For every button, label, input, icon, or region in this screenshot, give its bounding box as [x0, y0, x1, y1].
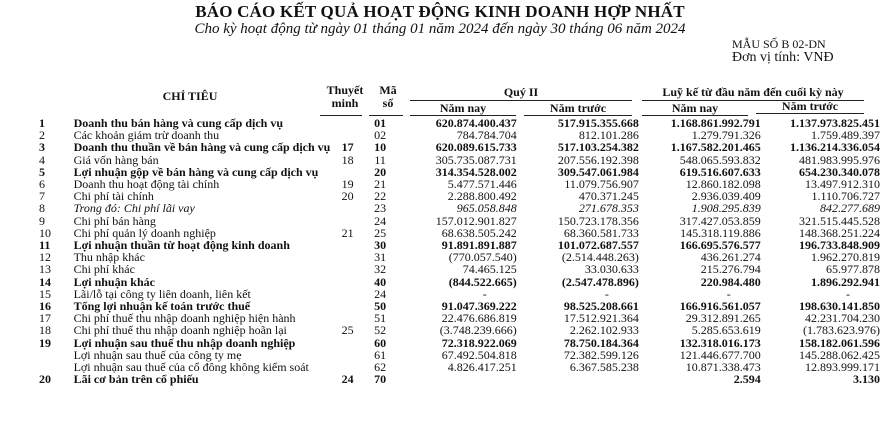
cell-ytd-prev: 198.630.141.850 — [799, 299, 880, 314]
cell-q-cur: 5.477.571.446 — [447, 177, 517, 192]
cell-q-cur: 314.354.528.002 — [435, 164, 517, 179]
cell-code: 20 — [374, 164, 387, 179]
cell-note — [330, 263, 364, 275]
note-rule — [320, 115, 362, 116]
cell-q-cur: 4.826.417.251 — [447, 360, 517, 375]
report-title: BÁO CÁO KẾT QUẢ HOẠT ĐỘNG KINH DOANH HỢP NHẤT — [195, 2, 685, 21]
cell-ytd-prev: 1.896.292.941 — [811, 274, 880, 289]
cell-q-cur: (844.522.665) — [448, 274, 517, 289]
header-note-line1: Thuyết — [326, 83, 364, 97]
cell-note: 24 — [341, 372, 354, 387]
cell-q-prev — [517, 373, 639, 385]
cell-ytd-cur: 121.446.677.700 — [679, 347, 761, 362]
cell-code: 30 — [374, 238, 387, 253]
cell-q-cur: 620.874.400.437 — [435, 116, 517, 130]
cell-ytd-cur: 548.065.593.832 — [679, 152, 761, 167]
header-ytd-this-year: Năm nay — [671, 101, 719, 115]
cell-ytd-cur: 436.261.274 — [700, 250, 761, 265]
cell-ytd-cur: 1.168.861.992.791 — [670, 116, 761, 130]
cell-code: 60 — [374, 335, 387, 350]
cell-code: 01 — [374, 116, 387, 130]
cell-name: Tổng lợi nhuận kế toán trước thuế — [73, 299, 251, 314]
cell-ytd-prev: 1.136.214.336.054 — [790, 140, 880, 155]
cell-note — [330, 349, 364, 361]
cell-name: Chi phí bán hàng — [73, 213, 156, 228]
cell-ytd-prev: 65.977.878 — [826, 262, 880, 277]
cell-q-prev: (2.514.448.263) — [561, 250, 639, 265]
cell-code: 23 — [374, 201, 387, 216]
cell-ytd-prev: (1.783.623.976) — [803, 323, 880, 338]
cell-no — [0, 361, 66, 373]
cell-note — [330, 276, 364, 288]
cell-q-prev: (2.547.478.896) — [561, 274, 639, 289]
cell-ytd-prev: 3.130 — [853, 372, 880, 387]
cell-no: 1 — [39, 116, 45, 130]
cell-name: Lãi cơ bản trên cổ phiếu — [73, 372, 199, 387]
cell-q-prev: 812.101.286 — [578, 128, 639, 143]
cell-name: Lợi nhuận gộp về bán hàng và cung cấp dịch vụ — [73, 164, 319, 179]
cell-no: 7 — [39, 189, 45, 204]
cell-ytd-prev: 12.893.999.171 — [805, 360, 880, 375]
cell-note: 25 — [341, 323, 354, 338]
cell-q-cur: 91.891.891.887 — [441, 238, 517, 253]
cell-ytd-prev: 1.962.270.819 — [811, 250, 880, 265]
cell-code: 11 — [374, 152, 386, 167]
cell-q-cur: (3.748.239.666) — [439, 323, 517, 338]
cell-ytd-prev: 1.759.489.397 — [811, 128, 880, 143]
cell-q-prev: 33.030.633 — [584, 262, 639, 277]
header-code — [372, 84, 404, 110]
cell-ytd-cur: 2.936.039.409 — [691, 189, 761, 204]
cell-ytd-cur: 2.594 — [733, 372, 761, 387]
cell-no: 19 — [39, 335, 51, 350]
cell-note — [330, 239, 364, 251]
table-row — [0, 215, 880, 227]
cell-note — [330, 117, 364, 129]
currency-unit: Đơn vị tính: VNĐ — [732, 50, 834, 65]
cell-ytd-cur: 145.318.119.886 — [680, 225, 761, 240]
cell-name: Doanh thu hoạt động tài chính — [73, 177, 220, 192]
cell-ytd-prev: - — [846, 286, 850, 301]
cell-note: 20 — [341, 189, 354, 204]
cell-code: 24 — [374, 286, 387, 301]
cell-q-cur — [396, 373, 517, 385]
cell-no: 9 — [39, 213, 45, 228]
cell-q-cur: 305.735.087.731 — [435, 152, 517, 167]
income-statement-body — [0, 117, 880, 385]
cell-code: 02 — [374, 128, 387, 143]
cell-no: 3 — [39, 140, 45, 155]
cell-name: Chi phí khác — [73, 262, 135, 277]
cell-name: Lợi nhuận khác — [73, 274, 155, 289]
cell-no: 15 — [39, 286, 51, 301]
cell-name: Doanh thu thuần về bán hàng và cung cấp dịch vụ — [73, 140, 331, 155]
cell-q-prev: 207.556.192.398 — [557, 152, 639, 167]
cell-no: 8 — [39, 201, 45, 216]
cell-ytd-cur: 132.318.016.173 — [679, 335, 761, 350]
table-row — [0, 324, 880, 336]
cell-q-prev: 470.371.245 — [578, 189, 639, 204]
cell-ytd-prev: 842.277.689 — [820, 201, 880, 216]
cell-ytd-cur: 166.916.561.057 — [679, 299, 761, 314]
cell-name: Chi phí thuế thu nhập doanh nghiệp hoãn lại — [73, 323, 287, 338]
cell-q-prev: 271.678.353 — [578, 201, 639, 216]
cell-name: Lợi nhuận sau thuế của cổ đông không kiểm soát — [73, 360, 309, 375]
cell-code: 62 — [374, 360, 387, 375]
table-row — [0, 263, 880, 275]
cell-ytd-cur: 1.908.295.839 — [691, 201, 761, 216]
cell-name: Giá vốn hàng bán — [73, 152, 159, 167]
income-statement-table — [0, 117, 880, 385]
cell-q-prev: 98.525.208.661 — [563, 299, 639, 314]
cell-code: 40 — [374, 274, 387, 289]
table-row — [0, 276, 880, 288]
cell-name: Lãi/lỗ tại công ty liên doanh, liên kết — [73, 286, 251, 301]
cell-name: Lợi nhuận thuần từ hoạt động kinh doanh — [73, 238, 290, 253]
cell-q-prev: 17.512.921.364 — [563, 311, 639, 326]
cell-ytd-prev: 145.288.062.425 — [799, 347, 880, 362]
cell-note: 21 — [341, 225, 354, 240]
header-indicator: CHỈ TIÊU — [162, 89, 218, 103]
cell-no: 17 — [39, 311, 51, 326]
cell-ytd-cur: 1.167.582.201.465 — [670, 140, 761, 155]
cell-note: 18 — [341, 152, 354, 167]
cell-ytd-cur: 619.516.607.633 — [679, 164, 761, 179]
cell-name: Trong đó: Chi phí lãi vay — [73, 201, 195, 216]
cell-q-cur: 91.047.369.222 — [441, 299, 517, 314]
cell-ytd-prev: 158.182.061.596 — [799, 335, 880, 350]
cell-name: Lợi nhuận sau thuế thu nhập doanh nghiệp — [73, 335, 296, 350]
cell-q-cur: 22.476.686.819 — [441, 311, 517, 326]
cell-ytd-prev: 42.231.704.230 — [805, 311, 880, 326]
cell-note: 19 — [341, 177, 354, 192]
cell-no: 6 — [39, 177, 45, 192]
header-ytd-prior-year: Năm trước — [781, 99, 839, 113]
cell-ytd-cur: 1.279.791.326 — [691, 128, 761, 143]
cell-q-prev: - — [604, 286, 609, 301]
cell-ytd-prev: 481.983.995.976 — [799, 152, 880, 167]
cell-q-cur: 157.012.901.827 — [435, 213, 517, 228]
cell-q-prev: 68.360.581.733 — [563, 225, 639, 240]
header-q-prior-year: Năm trước — [549, 101, 607, 115]
cell-q-cur: 784.784.704 — [456, 128, 517, 143]
cell-no: 2 — [39, 128, 45, 143]
cell-ytd-cur: 166.695.576.577 — [679, 238, 761, 253]
cell-q-prev: 101.072.687.557 — [557, 238, 639, 253]
header-note — [320, 84, 370, 110]
cell-no: 4 — [39, 152, 45, 167]
cell-q-prev: 72.382.599.126 — [563, 347, 639, 362]
cell-no: 16 — [39, 299, 51, 314]
cell-note: 17 — [341, 140, 354, 155]
cell-q-cur: 72.318.922.069 — [441, 335, 517, 350]
cell-q-cur: 965.058.848 — [456, 201, 517, 216]
cell-code: 10 — [374, 140, 387, 155]
cell-name: Thu nhập khác — [73, 250, 145, 265]
cell-note — [330, 288, 364, 300]
cell-ytd-cur: 12.860.182.098 — [685, 177, 761, 192]
cell-ytd-cur: - — [726, 286, 731, 301]
header-q-this-year: Năm nay — [439, 101, 487, 115]
cell-ytd-prev: 1.110.706.727 — [811, 189, 880, 204]
cell-no: 20 — [39, 372, 51, 387]
cell-no: 10 — [39, 225, 51, 240]
cell-ytd-cur: 29.312.891.265 — [685, 311, 761, 326]
cell-ytd-prev: 196.733.848.909 — [799, 238, 880, 253]
cell-ytd-prev: 321.515.445.528 — [799, 213, 880, 228]
cell-q-cur: - — [482, 286, 487, 301]
cell-name: Chi phí thuế thu nhập doanh nghiệp hiện hành — [73, 311, 296, 326]
cell-q-cur: 620.089.615.733 — [435, 140, 517, 155]
cell-code: 22 — [374, 189, 387, 204]
table-row — [0, 373, 880, 385]
cell-code: 70 — [374, 372, 387, 387]
cell-code: 50 — [374, 299, 387, 314]
cell-code: 32 — [374, 262, 387, 277]
table-row — [0, 154, 880, 166]
cell-code: 51 — [374, 311, 387, 326]
cell-note — [330, 337, 364, 349]
cell-code: 24 — [374, 213, 387, 228]
cell-q-cur: (770.057.540) — [448, 250, 517, 265]
cell-q-prev: 2.262.102.933 — [569, 323, 639, 338]
header-note-line2: minh — [331, 96, 359, 110]
cell-note — [330, 215, 364, 227]
cell-ytd-prev: 148.368.251.224 — [799, 225, 880, 240]
cell-no: 12 — [39, 250, 51, 265]
ytd-prior-year-rule — [756, 113, 864, 114]
cell-name: Chi phí quản lý doanh nghiệp — [73, 225, 216, 240]
table-row — [0, 202, 880, 214]
header-code-line2: số — [382, 96, 394, 110]
cell-no: 11 — [39, 238, 51, 253]
cell-no: 5 — [39, 164, 45, 179]
cell-q-prev: 11.079.756.907 — [564, 177, 639, 192]
cell-q-prev: 517.103.254.382 — [557, 140, 639, 155]
cell-ytd-cur: 317.427.053.859 — [679, 213, 761, 228]
cell-ytd-cur: 5.285.653.619 — [691, 323, 761, 338]
cell-name: Các khoản giảm trừ doanh thu — [73, 128, 220, 143]
cell-q-prev: 150.723.178.356 — [557, 213, 639, 228]
header-ytd-group: Luỹ kế từ đầu năm đến cuối kỳ này — [662, 85, 844, 99]
cell-q-prev: 78.750.184.364 — [563, 335, 639, 350]
cell-ytd-prev: 13.497.912.310 — [805, 177, 880, 192]
cell-code: 31 — [374, 250, 387, 265]
cell-q-prev: 6.367.585.238 — [569, 360, 639, 375]
cell-q-cur: 68.638.505.242 — [441, 225, 517, 240]
cell-ytd-prev: 654.230.340.078 — [799, 164, 880, 179]
cell-no: 13 — [39, 262, 51, 277]
cell-name: Doanh thu bán hàng và cung cấp dịch vụ — [73, 116, 284, 130]
cell-code: 61 — [374, 347, 387, 362]
header-code-line1: Mã — [379, 83, 397, 97]
cell-q-cur: 2.288.800.492 — [447, 189, 517, 204]
cell-q-cur: 74.465.125 — [462, 262, 517, 277]
cell-no: 14 — [39, 274, 51, 289]
table-row — [0, 141, 880, 153]
cell-note — [330, 300, 364, 312]
cell-ytd-cur: 220.984.480 — [700, 274, 761, 289]
cell-q-prev: 309.547.061.984 — [557, 164, 639, 179]
cell-q-prev: 517.915.355.668 — [557, 116, 639, 130]
cell-ytd-cur: 215.276.794 — [700, 262, 761, 277]
report-period: Cho kỳ hoạt động từ ngày 01 tháng 01 năm 2024 đến ngày 30 tháng 06 năm 2024 — [194, 21, 686, 37]
cell-ytd-cur: 10.871.338.473 — [685, 360, 761, 375]
cell-name: Chi phí tài chính — [73, 189, 154, 204]
cell-note — [330, 202, 364, 214]
cell-no: 18 — [39, 323, 51, 338]
cell-ytd-prev: 1.137.973.825.451 — [790, 116, 880, 130]
cell-name: Lợi nhuận sau thuế của công ty mẹ — [73, 347, 242, 362]
form-code: MẪU SỐ B 02-DN — [732, 37, 826, 51]
cell-note — [330, 251, 364, 263]
header-quarter-group: Quý II — [503, 85, 539, 99]
cell-no — [0, 349, 66, 361]
cell-code: 25 — [374, 225, 387, 240]
cell-code: 52 — [374, 323, 387, 338]
cell-q-cur: 67.492.504.818 — [441, 347, 517, 362]
cell-code: 21 — [374, 177, 387, 192]
